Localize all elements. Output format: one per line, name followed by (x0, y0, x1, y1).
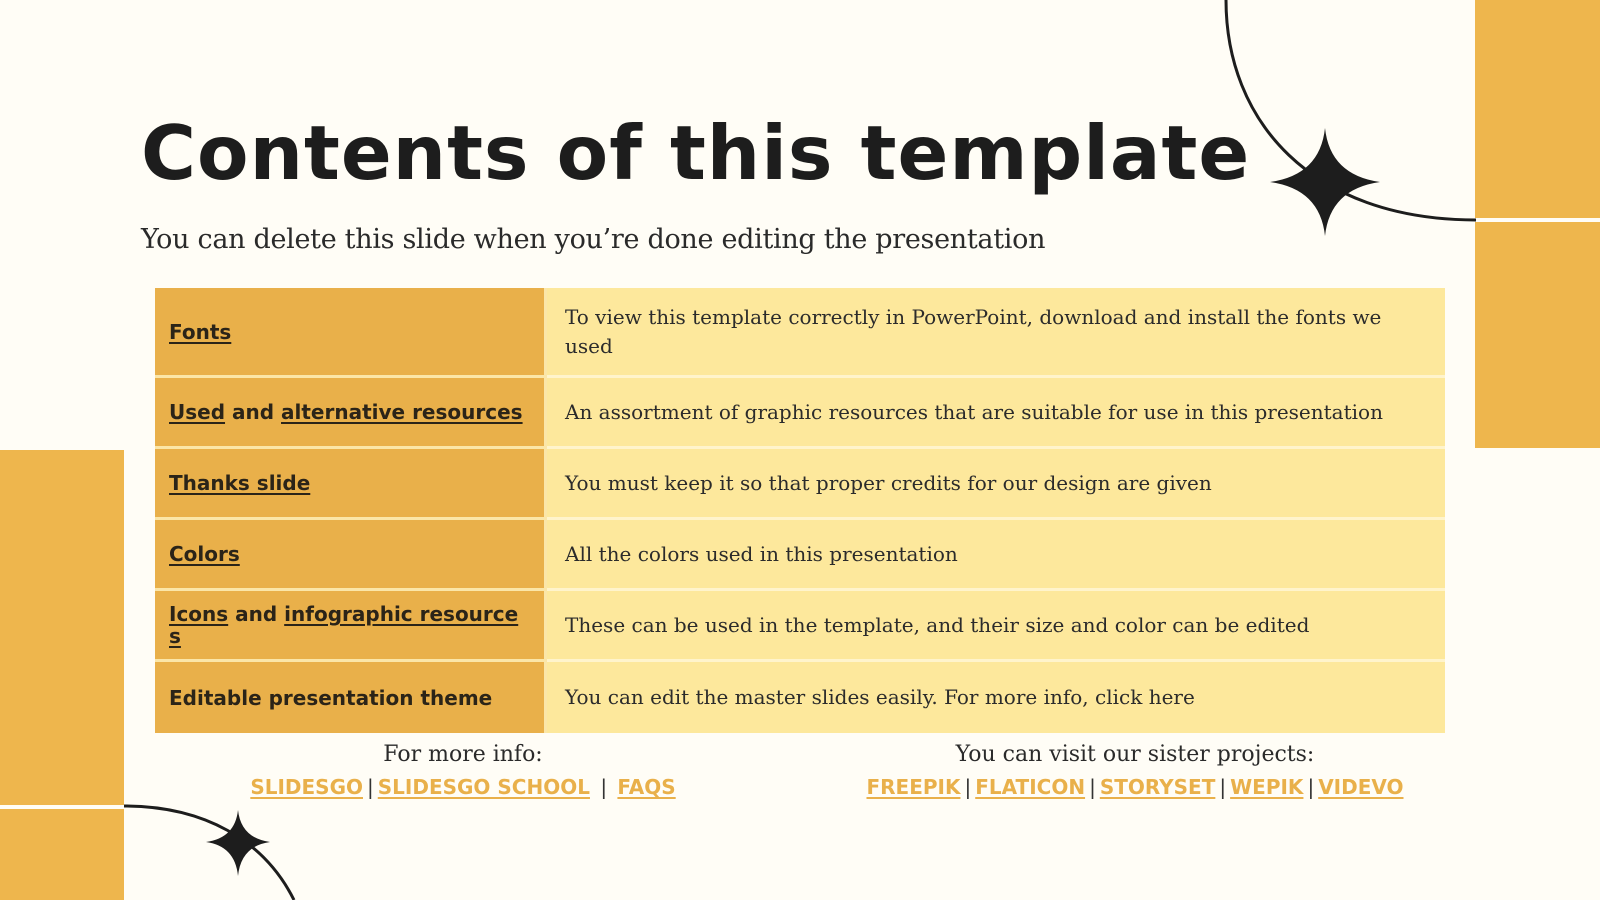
row-description: To view this template correctly in PowerPoint, download and install the fonts we used (547, 288, 1445, 378)
decor-block-right-bottom (1475, 222, 1600, 448)
used-resources-link[interactable]: Used (169, 400, 226, 424)
row-label (155, 449, 547, 520)
row-description: An assortment of graphic resources that are suitable for use in this presentation (547, 378, 1445, 449)
row-description: You must keep it so that proper credits for our design are given (547, 449, 1445, 520)
sister-projects-links: FREEPIK | FLATICON | STORYSET | WEPIK | VIDEVO (866, 775, 1404, 799)
sister-projects-section (840, 742, 1430, 799)
decor-arc-star-bottom-left (124, 800, 304, 900)
videvo-link[interactable]: VIDEVO (1318, 775, 1404, 799)
page-subtitle: You can delete this slide when you’re done editing the presentation (141, 224, 1046, 255)
fonts-link[interactable]: Fonts (169, 319, 232, 344)
row-label (155, 662, 547, 733)
page-title: Contents of this template (141, 109, 1251, 197)
thanks-slide-link[interactable]: Thanks slide (169, 471, 311, 495)
contents-table (155, 288, 1445, 733)
row-description: All the colors used in this presentation (547, 520, 1445, 591)
flaticon-link[interactable]: FLATICON (975, 775, 1086, 799)
decor-block-left-bottom (0, 809, 124, 900)
row-description (547, 662, 1445, 733)
row-label-connector: and (225, 400, 282, 424)
more-info-section (230, 742, 696, 799)
infographic-resources-link[interactable]: infographic resources (169, 602, 519, 648)
row-label-connector: and (228, 602, 285, 626)
more-info-label: For more info: (383, 742, 543, 767)
star-icon (1270, 128, 1380, 236)
row-label (155, 591, 547, 662)
colors-link[interactable]: Colors (169, 542, 240, 566)
decor-block-left-top (0, 450, 124, 805)
icons-link[interactable]: Icons (169, 602, 229, 626)
slidesgo-link[interactable]: SLIDESGO (250, 775, 363, 799)
wepik-link[interactable]: WEPIK (1230, 775, 1304, 799)
freepik-link[interactable]: FREEPIK (866, 775, 961, 799)
decor-block-right-top (1475, 0, 1600, 218)
sister-projects-label: You can visit our sister projects: (955, 742, 1315, 767)
storyset-link[interactable]: STORYSET (1099, 775, 1216, 799)
more-info-links: SLIDESGO | SLIDESGO SCHOOL | FAQS (250, 775, 676, 799)
star-icon (206, 810, 270, 876)
row-description: These can be used in the template, and their size and color can be edited (547, 591, 1445, 662)
editable-theme-description[interactable]: You can edit the master slides easily. For more info, click here (565, 685, 1195, 709)
slidesgo-school-link[interactable]: SLIDESGO SCHOOL (377, 775, 590, 799)
row-label (155, 520, 547, 591)
alternative-resources-link[interactable]: alternative resources (281, 400, 523, 424)
faqs-link[interactable]: FAQS (617, 775, 676, 799)
row-label (155, 378, 547, 449)
editable-theme-label: Editable presentation theme (169, 685, 493, 710)
row-label (155, 288, 547, 378)
